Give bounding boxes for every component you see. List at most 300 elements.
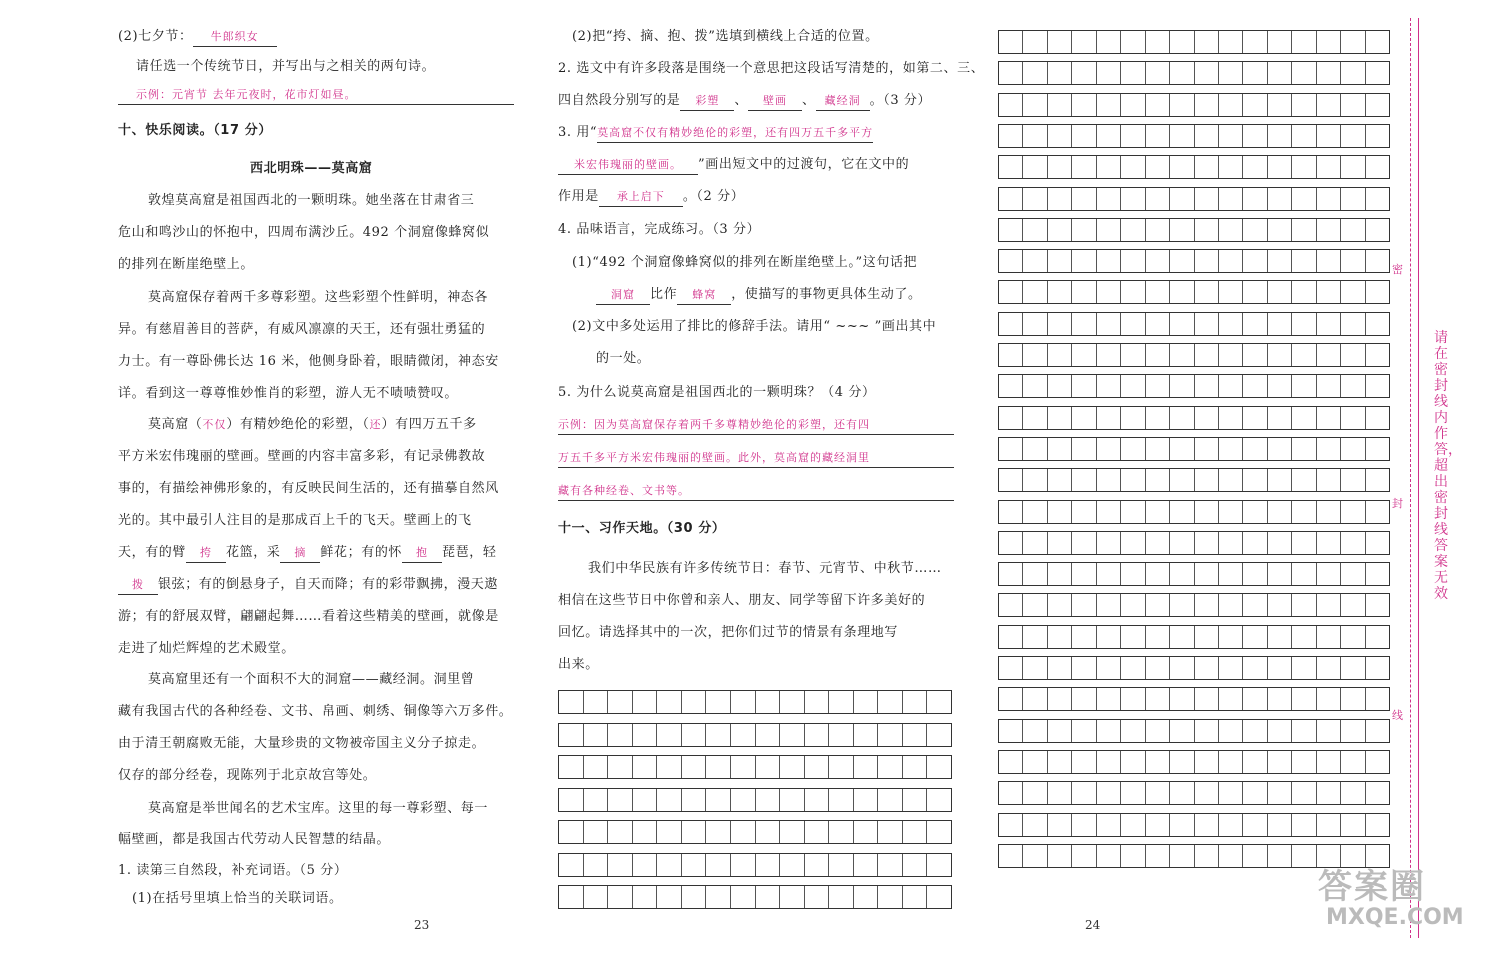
grid-cell[interactable] <box>1317 720 1341 742</box>
grid-cell[interactable] <box>1341 469 1365 491</box>
grid-cell[interactable] <box>1243 688 1267 710</box>
grid-cell[interactable] <box>1268 594 1292 616</box>
grid-cell[interactable] <box>1195 250 1219 272</box>
grid-cell[interactable] <box>1146 125 1170 147</box>
grid-cell[interactable] <box>1268 125 1292 147</box>
grid-cell[interactable] <box>903 821 928 843</box>
grid-cell[interactable] <box>1170 281 1194 303</box>
grid-cell[interactable] <box>829 724 854 746</box>
grid-cell[interactable] <box>1072 281 1096 303</box>
grid-cell[interactable] <box>1243 31 1267 53</box>
grid-cell[interactable] <box>1023 751 1047 773</box>
grid-cell[interactable] <box>1023 62 1047 84</box>
grid-row[interactable] <box>998 406 1390 430</box>
grid-cell[interactable] <box>1366 250 1389 272</box>
grid-cell[interactable] <box>1121 94 1145 116</box>
grid-cell[interactable] <box>633 724 658 746</box>
grid-cell[interactable] <box>756 821 781 843</box>
grid-cell[interactable] <box>1219 814 1243 836</box>
grid-cell[interactable] <box>1195 501 1219 523</box>
grid-cell[interactable] <box>1023 720 1047 742</box>
grid-cell[interactable] <box>1048 501 1072 523</box>
grid-cell[interactable] <box>1072 188 1096 210</box>
grid-cell[interactable] <box>1292 31 1316 53</box>
grid-cell[interactable] <box>584 789 609 811</box>
grid-cell[interactable] <box>1243 814 1267 836</box>
grid-cell[interactable] <box>1097 782 1121 804</box>
grid-cell[interactable] <box>731 789 756 811</box>
grid-cell[interactable] <box>1317 375 1341 397</box>
grid-cell[interactable] <box>1072 344 1096 366</box>
grid-cell[interactable] <box>1048 688 1072 710</box>
grid-cell[interactable] <box>1243 125 1267 147</box>
grid-cell[interactable] <box>1366 626 1389 648</box>
grid-cell[interactable] <box>1317 188 1341 210</box>
grid-cell[interactable] <box>1243 438 1267 460</box>
grid-row[interactable] <box>998 813 1390 837</box>
grid-cell[interactable] <box>1366 594 1389 616</box>
grid-cell[interactable] <box>1121 814 1145 836</box>
grid-cell[interactable] <box>1268 250 1292 272</box>
grid-row[interactable] <box>998 468 1390 492</box>
grid-cell[interactable] <box>1023 845 1047 867</box>
grid-cell[interactable] <box>1048 845 1072 867</box>
grid-cell[interactable] <box>999 250 1023 272</box>
grid-cell[interactable] <box>1268 657 1292 679</box>
grid-cell[interactable] <box>1023 594 1047 616</box>
grid-row[interactable] <box>998 187 1390 211</box>
grid-cell[interactable] <box>1097 407 1121 429</box>
grid-cell[interactable] <box>1072 720 1096 742</box>
grid-cell[interactable] <box>829 854 854 876</box>
grid-cell[interactable] <box>1292 845 1316 867</box>
grid-cell[interactable] <box>1292 501 1316 523</box>
grid-cell[interactable] <box>1146 845 1170 867</box>
grid-cell[interactable] <box>1170 407 1194 429</box>
grid-cell[interactable] <box>584 756 609 778</box>
grid-cell[interactable] <box>1097 31 1121 53</box>
grid-cell[interactable] <box>829 821 854 843</box>
grid-cell[interactable] <box>999 94 1023 116</box>
grid-cell[interactable] <box>1341 720 1365 742</box>
grid-cell[interactable] <box>1097 125 1121 147</box>
grid-cell[interactable] <box>1048 407 1072 429</box>
grid-cell[interactable] <box>1195 281 1219 303</box>
grid-cell[interactable] <box>1268 814 1292 836</box>
grid-cell[interactable] <box>731 821 756 843</box>
grid-cell[interactable] <box>1195 782 1219 804</box>
grid-cell[interactable] <box>1097 438 1121 460</box>
grid-cell[interactable] <box>1121 438 1145 460</box>
grid-cell[interactable] <box>1268 156 1292 178</box>
grid-cell[interactable] <box>1170 626 1194 648</box>
grid-cell[interactable] <box>1341 250 1365 272</box>
grid-cell[interactable] <box>903 756 928 778</box>
grid-cell[interactable] <box>999 688 1023 710</box>
grid-row[interactable] <box>558 690 952 714</box>
grid-cell[interactable] <box>1146 250 1170 272</box>
grid-cell[interactable] <box>1146 626 1170 648</box>
grid-cell[interactable] <box>1097 501 1121 523</box>
grid-cell[interactable] <box>999 626 1023 648</box>
grid-cell[interactable] <box>559 886 584 908</box>
grid-cell[interactable] <box>657 886 682 908</box>
grid-cell[interactable] <box>999 375 1023 397</box>
grid-cell[interactable] <box>1195 31 1219 53</box>
grid-cell[interactable] <box>1341 31 1365 53</box>
grid-cell[interactable] <box>829 789 854 811</box>
grid-cell[interactable] <box>805 821 830 843</box>
grid-cell[interactable] <box>999 532 1023 554</box>
grid-cell[interactable] <box>682 691 707 713</box>
grid-cell[interactable] <box>1243 375 1267 397</box>
grid-cell[interactable] <box>805 756 830 778</box>
grid-cell[interactable] <box>1341 657 1365 679</box>
grid-cell[interactable] <box>633 691 658 713</box>
grid-cell[interactable] <box>1317 344 1341 366</box>
grid-cell[interactable] <box>1023 626 1047 648</box>
grid-row[interactable] <box>998 437 1390 461</box>
grid-cell[interactable] <box>1195 62 1219 84</box>
grid-cell[interactable] <box>1121 532 1145 554</box>
grid-cell[interactable] <box>1170 720 1194 742</box>
grid-row[interactable] <box>998 61 1390 85</box>
grid-cell[interactable] <box>1268 407 1292 429</box>
grid-cell[interactable] <box>1268 344 1292 366</box>
grid-cell[interactable] <box>1072 62 1096 84</box>
grid-cell[interactable] <box>706 854 731 876</box>
grid-cell[interactable] <box>999 720 1023 742</box>
grid-cell[interactable] <box>1121 720 1145 742</box>
grid-cell[interactable] <box>559 854 584 876</box>
grid-cell[interactable] <box>1268 751 1292 773</box>
grid-cell[interactable] <box>1023 281 1047 303</box>
grid-cell[interactable] <box>584 821 609 843</box>
grid-cell[interactable] <box>1219 156 1243 178</box>
grid-cell[interactable] <box>1317 594 1341 616</box>
grid-row[interactable] <box>998 155 1390 179</box>
grid-row[interactable] <box>998 531 1390 555</box>
grid-cell[interactable] <box>1121 219 1145 241</box>
grid-cell[interactable] <box>999 281 1023 303</box>
grid-cell[interactable] <box>780 691 805 713</box>
grid-cell[interactable] <box>1170 344 1194 366</box>
grid-cell[interactable] <box>1048 313 1072 335</box>
grid-cell[interactable] <box>1097 469 1121 491</box>
grid-cell[interactable] <box>1146 31 1170 53</box>
grid-cell[interactable] <box>1023 313 1047 335</box>
grid-cell[interactable] <box>805 886 830 908</box>
grid-cell[interactable] <box>1048 751 1072 773</box>
grid-cell[interactable] <box>706 724 731 746</box>
grid-cell[interactable] <box>1292 751 1316 773</box>
grid-cell[interactable] <box>1072 626 1096 648</box>
grid-cell[interactable] <box>682 821 707 843</box>
grid-cell[interactable] <box>1048 125 1072 147</box>
grid-cell[interactable] <box>756 691 781 713</box>
grid-cell[interactable] <box>1366 782 1389 804</box>
grid-cell[interactable] <box>1219 720 1243 742</box>
grid-cell[interactable] <box>682 756 707 778</box>
grid-cell[interactable] <box>903 854 928 876</box>
grid-cell[interactable] <box>1121 281 1145 303</box>
grid-cell[interactable] <box>999 814 1023 836</box>
grid-cell[interactable] <box>1317 563 1341 585</box>
grid-cell[interactable] <box>1243 156 1267 178</box>
grid-cell[interactable] <box>1146 782 1170 804</box>
grid-cell[interactable] <box>927 821 951 843</box>
grid-cell[interactable] <box>1366 344 1389 366</box>
grid-cell[interactable] <box>1195 814 1219 836</box>
grid-cell[interactable] <box>1146 532 1170 554</box>
grid-cell[interactable] <box>1243 62 1267 84</box>
grid-cell[interactable] <box>1292 62 1316 84</box>
grid-cell[interactable] <box>1268 720 1292 742</box>
grid-cell[interactable] <box>1268 31 1292 53</box>
grid-cell[interactable] <box>999 845 1023 867</box>
grid-cell[interactable] <box>657 789 682 811</box>
grid-cell[interactable] <box>584 886 609 908</box>
grid-cell[interactable] <box>1072 563 1096 585</box>
grid-cell[interactable] <box>1048 626 1072 648</box>
grid-cell[interactable] <box>682 854 707 876</box>
grid-cell[interactable] <box>1097 250 1121 272</box>
grid-cell[interactable] <box>1170 688 1194 710</box>
grid-cell[interactable] <box>1097 219 1121 241</box>
grid-row[interactable] <box>558 755 952 779</box>
grid-cell[interactable] <box>780 756 805 778</box>
grid-cell[interactable] <box>1023 657 1047 679</box>
grid-row[interactable] <box>998 656 1390 680</box>
grid-cell[interactable] <box>1121 563 1145 585</box>
grid-cell[interactable] <box>1268 438 1292 460</box>
grid-cell[interactable] <box>854 724 879 746</box>
grid-cell[interactable] <box>1366 688 1389 710</box>
grid-cell[interactable] <box>1146 720 1170 742</box>
grid-cell[interactable] <box>1243 563 1267 585</box>
grid-cell[interactable] <box>657 821 682 843</box>
grid-cell[interactable] <box>999 594 1023 616</box>
grid-cell[interactable] <box>903 724 928 746</box>
grid-row[interactable] <box>998 500 1390 524</box>
grid-cell[interactable] <box>559 821 584 843</box>
grid-cell[interactable] <box>1048 814 1072 836</box>
grid-cell[interactable] <box>1268 188 1292 210</box>
grid-cell[interactable] <box>1195 626 1219 648</box>
grid-cell[interactable] <box>1023 219 1047 241</box>
grid-cell[interactable] <box>1243 845 1267 867</box>
grid-cell[interactable] <box>1341 532 1365 554</box>
grid-cell[interactable] <box>1195 532 1219 554</box>
grid-cell[interactable] <box>1292 782 1316 804</box>
grid-cell[interactable] <box>1195 469 1219 491</box>
grid-row[interactable] <box>558 820 952 844</box>
grid-cell[interactable] <box>1121 407 1145 429</box>
grid-cell[interactable] <box>1048 156 1072 178</box>
grid-cell[interactable] <box>1366 751 1389 773</box>
grid-cell[interactable] <box>1292 313 1316 335</box>
grid-cell[interactable] <box>1292 657 1316 679</box>
grid-cell[interactable] <box>1317 438 1341 460</box>
grid-cell[interactable] <box>1243 188 1267 210</box>
grid-cell[interactable] <box>1268 782 1292 804</box>
grid-cell[interactable] <box>927 854 951 876</box>
grid-cell[interactable] <box>1121 626 1145 648</box>
grid-cell[interactable] <box>1366 563 1389 585</box>
grid-cell[interactable] <box>1341 219 1365 241</box>
grid-cell[interactable] <box>1097 344 1121 366</box>
grid-cell[interactable] <box>1366 125 1389 147</box>
grid-cell[interactable] <box>999 188 1023 210</box>
grid-cell[interactable] <box>780 789 805 811</box>
grid-cell[interactable] <box>1341 281 1365 303</box>
grid-cell[interactable] <box>878 886 903 908</box>
grid-row[interactable] <box>998 593 1390 617</box>
grid-cell[interactable] <box>1243 94 1267 116</box>
grid-cell[interactable] <box>1366 845 1389 867</box>
grid-cell[interactable] <box>829 691 854 713</box>
grid-cell[interactable] <box>1195 313 1219 335</box>
grid-cell[interactable] <box>829 886 854 908</box>
grid-cell[interactable] <box>903 789 928 811</box>
grid-cell[interactable] <box>999 438 1023 460</box>
grid-row[interactable] <box>998 750 1390 774</box>
grid-cell[interactable] <box>999 657 1023 679</box>
grid-row[interactable] <box>558 788 952 812</box>
grid-cell[interactable] <box>1170 438 1194 460</box>
grid-cell[interactable] <box>999 31 1023 53</box>
grid-cell[interactable] <box>584 724 609 746</box>
grid-cell[interactable] <box>731 724 756 746</box>
grid-cell[interactable] <box>1023 375 1047 397</box>
grid-cell[interactable] <box>1219 188 1243 210</box>
grid-cell[interactable] <box>1170 845 1194 867</box>
grid-cell[interactable] <box>1268 532 1292 554</box>
grid-cell[interactable] <box>1341 94 1365 116</box>
grid-cell[interactable] <box>1023 407 1047 429</box>
grid-cell[interactable] <box>1023 814 1047 836</box>
grid-cell[interactable] <box>657 724 682 746</box>
grid-cell[interactable] <box>1243 532 1267 554</box>
grid-cell[interactable] <box>1097 626 1121 648</box>
grid-cell[interactable] <box>999 563 1023 585</box>
grid-cell[interactable] <box>633 789 658 811</box>
grid-cell[interactable] <box>1317 407 1341 429</box>
grid-cell[interactable] <box>1292 720 1316 742</box>
grid-cell[interactable] <box>1170 501 1194 523</box>
grid-cell[interactable] <box>1121 375 1145 397</box>
grid-cell[interactable] <box>1170 532 1194 554</box>
grid-cell[interactable] <box>1243 657 1267 679</box>
grid-cell[interactable] <box>1195 94 1219 116</box>
grid-cell[interactable] <box>1121 845 1145 867</box>
grid-cell[interactable] <box>1146 156 1170 178</box>
grid-cell[interactable] <box>1121 657 1145 679</box>
grid-cell[interactable] <box>1023 438 1047 460</box>
grid-cell[interactable] <box>608 789 633 811</box>
grid-cell[interactable] <box>1317 219 1341 241</box>
grid-cell[interactable] <box>1243 720 1267 742</box>
grid-cell[interactable] <box>1170 156 1194 178</box>
grid-cell[interactable] <box>854 886 879 908</box>
grid-cell[interactable] <box>1023 563 1047 585</box>
grid-cell[interactable] <box>780 854 805 876</box>
grid-cell[interactable] <box>1072 657 1096 679</box>
grid-cell[interactable] <box>999 469 1023 491</box>
grid-cell[interactable] <box>1023 125 1047 147</box>
grid-cell[interactable] <box>1317 626 1341 648</box>
grid-cell[interactable] <box>1292 125 1316 147</box>
grid-cell[interactable] <box>1292 407 1316 429</box>
grid-cell[interactable] <box>1072 94 1096 116</box>
grid-cell[interactable] <box>1170 250 1194 272</box>
grid-cell[interactable] <box>1219 313 1243 335</box>
grid-cell[interactable] <box>1195 188 1219 210</box>
grid-cell[interactable] <box>1341 125 1365 147</box>
grid-cell[interactable] <box>1243 219 1267 241</box>
grid-cell[interactable] <box>706 789 731 811</box>
grid-cell[interactable] <box>657 756 682 778</box>
grid-cell[interactable] <box>1317 156 1341 178</box>
grid-cell[interactable] <box>1072 219 1096 241</box>
grid-cell[interactable] <box>1268 375 1292 397</box>
grid-cell[interactable] <box>1072 313 1096 335</box>
grid-row[interactable] <box>998 844 1390 868</box>
grid-cell[interactable] <box>1170 657 1194 679</box>
grid-cell[interactable] <box>1268 62 1292 84</box>
grid-cell[interactable] <box>1366 313 1389 335</box>
grid-cell[interactable] <box>1317 31 1341 53</box>
grid-row[interactable] <box>998 343 1390 367</box>
grid-cell[interactable] <box>1072 125 1096 147</box>
grid-row[interactable] <box>998 312 1390 336</box>
grid-row[interactable] <box>998 30 1390 54</box>
grid-cell[interactable] <box>999 313 1023 335</box>
grid-cell[interactable] <box>731 886 756 908</box>
grid-cell[interactable] <box>1121 688 1145 710</box>
grid-cell[interactable] <box>1146 751 1170 773</box>
grid-cell[interactable] <box>1072 438 1096 460</box>
grid-cell[interactable] <box>682 789 707 811</box>
grid-cell[interactable] <box>1219 407 1243 429</box>
grid-cell[interactable] <box>1195 219 1219 241</box>
grid-cell[interactable] <box>1023 94 1047 116</box>
grid-cell[interactable] <box>805 691 830 713</box>
grid-cell[interactable] <box>1341 688 1365 710</box>
grid-cell[interactable] <box>1268 219 1292 241</box>
grid-cell[interactable] <box>1219 532 1243 554</box>
grid-cell[interactable] <box>1243 344 1267 366</box>
grid-cell[interactable] <box>706 756 731 778</box>
grid-cell[interactable] <box>1048 563 1072 585</box>
grid-cell[interactable] <box>1341 438 1365 460</box>
grid-cell[interactable] <box>1219 688 1243 710</box>
grid-cell[interactable] <box>1219 751 1243 773</box>
grid-cell[interactable] <box>1317 501 1341 523</box>
grid-cell[interactable] <box>1195 438 1219 460</box>
grid-cell[interactable] <box>1072 31 1096 53</box>
grid-row[interactable] <box>998 93 1390 117</box>
grid-cell[interactable] <box>1048 281 1072 303</box>
grid-row[interactable] <box>998 374 1390 398</box>
grid-cell[interactable] <box>559 691 584 713</box>
grid-row[interactable] <box>998 562 1390 586</box>
grid-cell[interactable] <box>633 821 658 843</box>
grid-row[interactable] <box>998 124 1390 148</box>
grid-cell[interactable] <box>1048 219 1072 241</box>
grid-cell[interactable] <box>878 691 903 713</box>
grid-cell[interactable] <box>1170 31 1194 53</box>
